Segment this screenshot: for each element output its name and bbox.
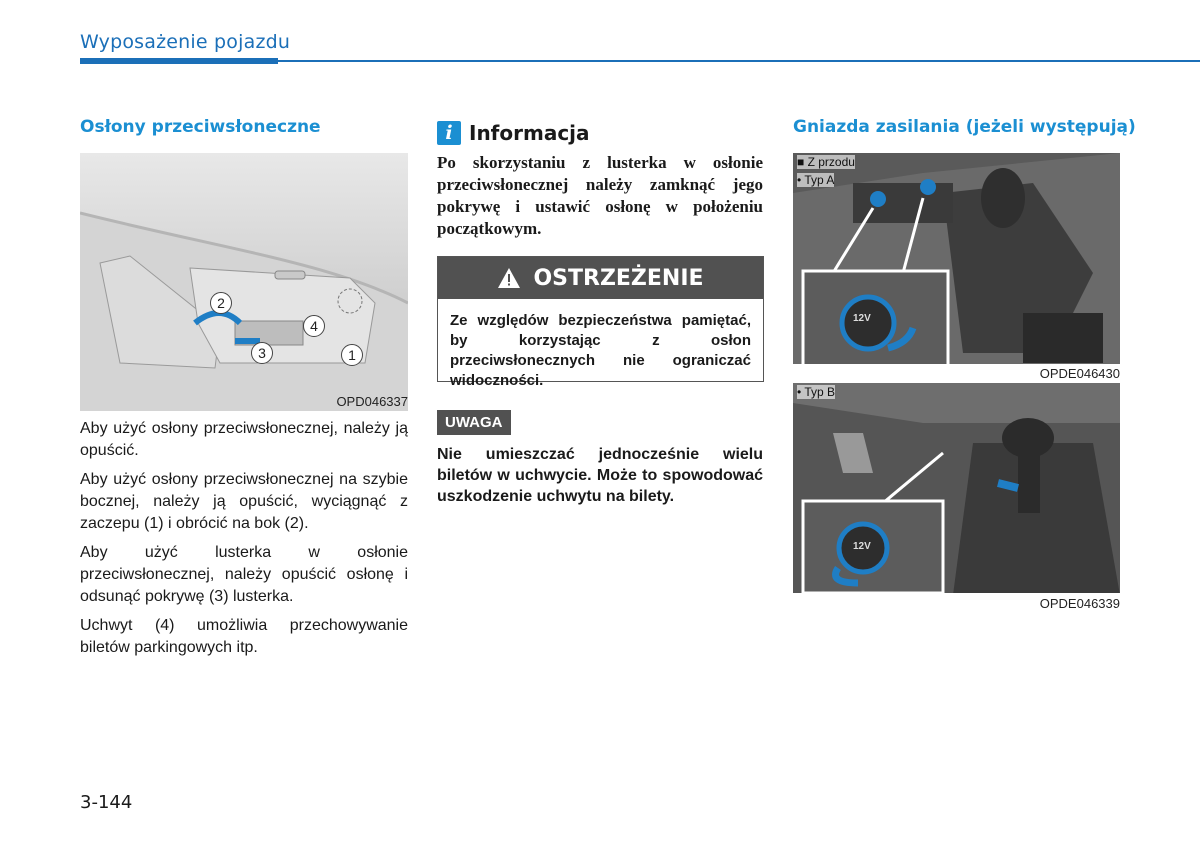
header-accent-bar <box>80 58 278 64</box>
paragraph: Aby użyć lusterka w osłonie przeciwsłonecznej, należy opuścić osłonę i odsunąć pokrywę (3) lusterka. <box>80 544 408 605</box>
sun-visor-figure <box>80 153 408 411</box>
marker-3: 3 <box>251 342 273 364</box>
info-icon: i <box>437 121 461 145</box>
warning-text: Ze względów bezpieczeństwa pamiętać, by korzystając z osłon przeciwsłonecznych nie ograniczać widoczności. <box>450 312 751 389</box>
socket-label-a: 12V <box>853 313 871 324</box>
page-number: 3-144 <box>80 792 133 813</box>
sun-visor-illustration <box>80 153 408 411</box>
warning-title: OSTRZEŻENIE <box>533 265 704 291</box>
paragraph: Aby użyć osłony przeciwsłonecznej na szybie bocznej, należy ją opuścić, wyciągnąć z zaczepu (1) i obrócić na bok (2). <box>80 471 408 532</box>
label-front: ■ Z przodu <box>797 155 855 169</box>
figure-code: OPD046337 <box>336 394 408 409</box>
paragraph: Aby użyć osłony przeciwsłonecznej, należy ją opuścić. <box>80 420 408 459</box>
label-type-b: • Typ B <box>797 385 835 399</box>
note-tag: UWAGA <box>437 410 511 435</box>
figure-a-code: OPDE046430 <box>1039 366 1120 381</box>
info-text: Po skorzystaniu z lusterka w osłonie przeciwsłonecznej należy zamknąć jego pokrywę i ustawić osłonę w położeniu początkowym. <box>437 153 763 238</box>
marker-4: 4 <box>303 315 325 337</box>
console-type-b-illustration <box>793 383 1120 595</box>
note-text: Nie umieszczać jednocześnie wielu biletów w uchwycie. Może to spowodować uszkodzenie uchwytu na bilety. <box>437 446 763 505</box>
console-type-a-illustration <box>793 153 1120 383</box>
section-header-title: Wyposażenie pojazdu <box>80 31 291 53</box>
power-outlets-title: Gniazda zasilania (jeżeli występują) <box>793 117 1136 137</box>
power-outlet-figure-a <box>793 153 1120 383</box>
sun-visors-title: Osłony przeciwsłoneczne <box>80 117 321 137</box>
paragraph: Uchwyt (4) umożliwia przechowywanie biletów parkingowych itp. <box>80 617 408 656</box>
socket-label-b: 12V <box>853 541 871 552</box>
marker-1: 1 <box>341 344 363 366</box>
warning-triangle-icon <box>497 267 521 289</box>
warning-header <box>438 257 763 299</box>
warning-box <box>437 256 764 389</box>
marker-2: 2 <box>210 292 232 314</box>
info-title: Informacja <box>469 121 590 145</box>
label-type-a: • Typ A <box>797 173 835 187</box>
power-outlet-figure-b <box>793 383 1120 595</box>
figure-b-code: OPDE046339 <box>1039 596 1120 611</box>
sun-visor-instructions <box>80 418 408 666</box>
